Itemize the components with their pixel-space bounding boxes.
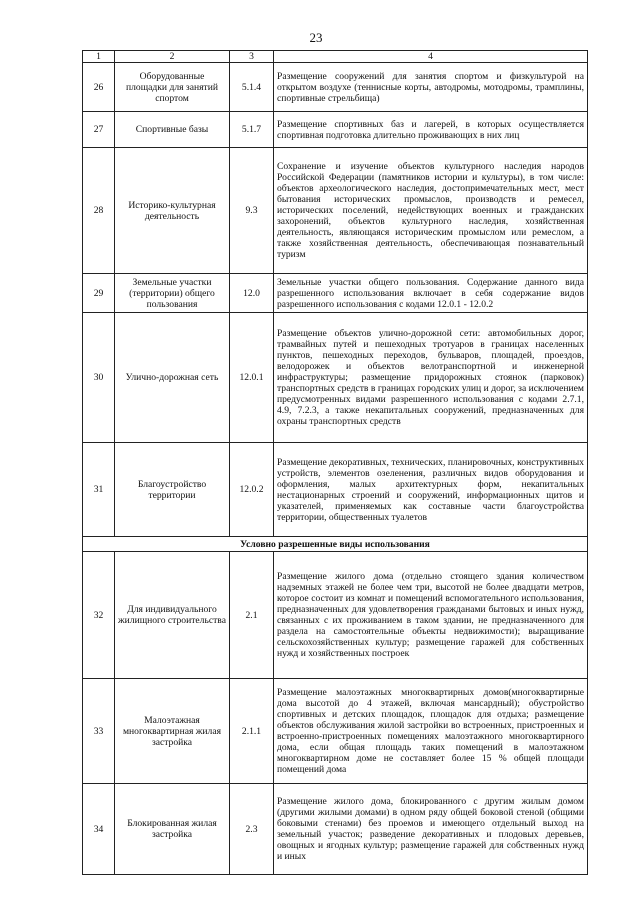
row-number-cell: 30 <box>83 313 115 443</box>
section-header-row <box>83 537 588 552</box>
row-name-cell: Блокированная жилая застройка <box>115 784 230 875</box>
row-name-cell: Земельные участки (территории) общего пользования <box>115 274 230 313</box>
table-row <box>83 679 588 784</box>
row-description-cell: Сохранение и изучение объектов культурного наследия народов Российской Федерации (памятников истории и культуры), в том числе: объектов археологического наследия, достопримечательных мест, мест бытования исторических промыслов, производств и ремесел, исторических поселений, недействующих военных и гражданских захоронений, объектов культурного наследия, хозяйственная деятельность, являющаяся историческим промыслом или ремеслом, а также хозяйственная деятельность, обеспечивающая познавательный туризм <box>274 148 588 274</box>
row-code-cell: 2.3 <box>230 784 274 875</box>
page-number: 23 <box>309 30 323 45</box>
table-row <box>83 552 588 679</box>
row-number-cell: 29 <box>83 274 115 313</box>
row-code-cell: 12.0.1 <box>230 313 274 443</box>
row-number-cell: 33 <box>83 679 115 784</box>
row-name-cell: Для индивидуального жилищного строительства <box>115 552 230 679</box>
row-description-cell: Размещение декоративных, технических, планировочных, конструктивных устройств, элементов озеленения, различных видов оборудования и оформления, малых архитектурных форм, некапитальных нестационарных строений и сооружений, информационных щитов и указателей, применяемых как составные части благоустройства территории, общественных туалетов <box>274 443 588 537</box>
row-number-cell: 32 <box>83 552 115 679</box>
table-row <box>83 274 588 313</box>
table-header-row <box>83 51 588 63</box>
table-row <box>83 148 588 274</box>
header-cell: 3 <box>230 51 274 63</box>
row-name-cell: Улично-дорожная сеть <box>115 313 230 443</box>
header-cell: 1 <box>83 51 115 63</box>
row-code-cell: 9.3 <box>230 148 274 274</box>
row-code-cell: 5.1.4 <box>230 63 274 112</box>
row-number-cell: 27 <box>83 112 115 148</box>
row-name-cell: Историко-культурная деятельность <box>115 148 230 274</box>
land-use-table <box>82 50 588 875</box>
row-description-cell: Размещение жилого дома, блокированного с другим жилым домом (другими жилыми домами) в одном ряду общей боковой стеной (общими боковыми стенами) без проемов и имеющего отдельный выход на земельный участок; разведение декоративных и плодовых деревьев, овощных и ягодных культур; размещение гаражей для собственных нужд и иных <box>274 784 588 875</box>
row-number-cell: 26 <box>83 63 115 112</box>
row-description-cell: Размещение малоэтажных многоквартирных домов(многоквартирные дома высотой до 4 этажей, включая мансардный); обустройство спортивных и детских площадок, площадок для отдыха; размещение объектов обслуживания жилой застройки во встроенных, пристроенных и встроенно-пристроенных помещениях малоэтажного многоквартирного дома, если общая площадь таких помещений в малоэтажном многоквартирном доме не составляет более 15 % общей площади помещений дома <box>274 679 588 784</box>
row-description-cell: Размещение сооружений для занятия спортом и физкультурой на открытом воздухе (теннисные корты, автодромы, мотодромы, трамплины, спортивные стрельбища) <box>274 63 588 112</box>
row-number-cell: 31 <box>83 443 115 537</box>
row-name-cell: Спортивные базы <box>115 112 230 148</box>
row-description-cell: Размещение объектов улично-дорожной сети: автомобильных дорог, трамвайных путей и пешеходных тротуаров в границах населенных пунктов, пешеходных переходов, бульваров, площадей, проездов, велодорожек и объектов велотранспортной и инженерной инфраструктуры; размещение придорожных стоянок (парковок) транспортных средств в границах городских улиц и дорог, за исключением предусмотренных видами разрешенного использования с кодами 2.7.1, 4.9, 7.2.3, а также некапитальных сооружений, предназначенных для охраны транспортных средств <box>274 313 588 443</box>
header-cell: 4 <box>274 51 588 63</box>
table-row <box>83 112 588 148</box>
table-row <box>83 443 588 537</box>
row-code-cell: 12.0.2 <box>230 443 274 537</box>
row-code-cell: 2.1 <box>230 552 274 679</box>
table-row <box>83 313 588 443</box>
row-description-cell: Размещение спортивных баз и лагерей, в которых осуществляется спортивная подготовка длительно проживающих в них лиц <box>274 112 588 148</box>
table-row <box>83 784 588 875</box>
row-name-cell: Оборудованные площадки для занятий спортом <box>115 63 230 112</box>
row-name-cell: Благоустройство территории <box>115 443 230 537</box>
section-title: Условно разрешенные виды использования <box>83 537 588 552</box>
row-description-cell: Земельные участки общего пользования. Содержание данного вида разрешенного использования включает в себя содержание видов разрешенного использования с кодами 12.0.1 - 12.0.2 <box>274 274 588 313</box>
row-name-cell: Малоэтажная многоквартирная жилая застройка <box>115 679 230 784</box>
row-code-cell: 12.0 <box>230 274 274 313</box>
row-number-cell: 34 <box>83 784 115 875</box>
row-code-cell: 5.1.7 <box>230 112 274 148</box>
header-cell: 2 <box>115 51 230 63</box>
row-description-cell: Размещение жилого дома (отдельно стоящего здания количеством надземных этажей не более чем три, высотой не более двадцати метров, которое состоит из комнат и помещений вспомогательного использования, предназначенных для удовлетворения гражданами бытовых и иных нужд, связанных с их проживанием в таком здании, не предназначенного для раздела на самостоятельные объекты недвижимости); выращивание сельскохозяйственных культур; размещение гаражей для собственных нужд и хозяйственных построек <box>274 552 588 679</box>
row-code-cell: 2.1.1 <box>230 679 274 784</box>
table-row <box>83 63 588 112</box>
row-number-cell: 28 <box>83 148 115 274</box>
